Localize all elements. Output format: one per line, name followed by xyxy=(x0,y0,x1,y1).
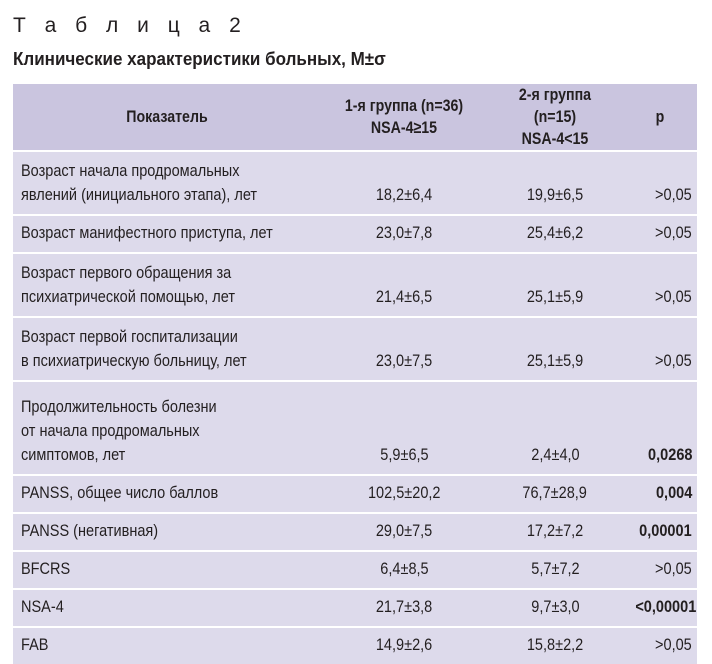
header-group-2: 2-я группа (n=15) NSA-4<15 xyxy=(518,86,592,148)
p-value: >0,05 xyxy=(623,551,697,589)
row-label: Возраст первого обращения за психиатрической помощью, лет xyxy=(13,253,321,317)
table-row xyxy=(13,151,697,215)
group-1-value: 23,0±7,5 xyxy=(321,317,487,381)
p-value: >0,05 xyxy=(623,627,697,664)
table-row xyxy=(13,317,697,381)
row-label: Продолжительность болезни от начала продромальных симптомов, лет xyxy=(13,381,321,475)
group-2-value: 76,7±28,9 xyxy=(487,475,623,513)
group-1-value: 6,4±8,5 xyxy=(321,551,487,589)
group-2-value: 5,7±7,2 xyxy=(487,551,623,589)
row-label: BFCRS xyxy=(13,551,321,589)
group-1-value: 14,9±2,6 xyxy=(321,627,487,664)
p-value: <0,00001 xyxy=(623,589,697,627)
group-1-value: 23,0±7,8 xyxy=(321,215,487,253)
group-2-value: 19,9±6,5 xyxy=(487,151,623,215)
group-1-value: 102,5±20,2 xyxy=(321,475,487,513)
row-label: Возраст первой госпитализации в психиатрическую больницу, лет xyxy=(13,317,321,381)
p-value: >0,05 xyxy=(623,151,697,215)
table-row xyxy=(13,513,697,551)
table-caption: Т а б л и ц а 2 xyxy=(13,14,248,37)
group-2-value: 15,8±2,2 xyxy=(487,627,623,664)
header-group-1: 1-я группа (n=36) NSA-4≥15 xyxy=(344,97,464,137)
group-2-value: 17,2±7,2 xyxy=(487,513,623,551)
p-value: >0,05 xyxy=(623,317,697,381)
group-1-value: 29,0±7,5 xyxy=(321,513,487,551)
row-label: NSA-4 xyxy=(13,589,321,627)
group-1-value: 21,7±3,8 xyxy=(321,589,487,627)
row-label: FAB xyxy=(13,627,321,664)
row-label: PANSS, общее число баллов xyxy=(13,475,321,513)
header-p-value: p xyxy=(655,108,665,126)
table-row xyxy=(13,627,697,664)
group-2-value: 9,7±3,0 xyxy=(487,589,623,627)
group-2-value: 2,4±4,0 xyxy=(487,381,623,475)
table-title: Клинические характеристики больных, M±σ xyxy=(13,48,386,69)
p-value: 0,00001 xyxy=(623,513,697,551)
p-value: 0,004 xyxy=(623,475,697,513)
table-row xyxy=(13,381,697,475)
clinical-characteristics-table xyxy=(13,84,697,664)
row-label: Возраст начала продромальных явлений (инициального этапа), лет xyxy=(13,151,321,215)
table-row xyxy=(13,215,697,253)
group-1-value: 18,2±6,4 xyxy=(321,151,487,215)
row-label: Возраст манифестного приступа, лет xyxy=(13,215,321,253)
table-row xyxy=(13,589,697,627)
group-2-value: 25,1±5,9 xyxy=(487,317,623,381)
row-label: PANSS (негативная) xyxy=(13,513,321,551)
table-row xyxy=(13,551,697,589)
p-value: >0,05 xyxy=(623,253,697,317)
table-row xyxy=(13,475,697,513)
group-1-value: 21,4±6,5 xyxy=(321,253,487,317)
table-header-row xyxy=(13,84,697,151)
header-indicator: Показатель xyxy=(126,108,208,126)
p-value: >0,05 xyxy=(623,215,697,253)
p-value: 0,0268 xyxy=(623,381,697,475)
group-2-value: 25,4±6,2 xyxy=(487,215,623,253)
group-1-value: 5,9±6,5 xyxy=(321,381,487,475)
group-2-value: 25,1±5,9 xyxy=(487,253,623,317)
table-row xyxy=(13,253,697,317)
